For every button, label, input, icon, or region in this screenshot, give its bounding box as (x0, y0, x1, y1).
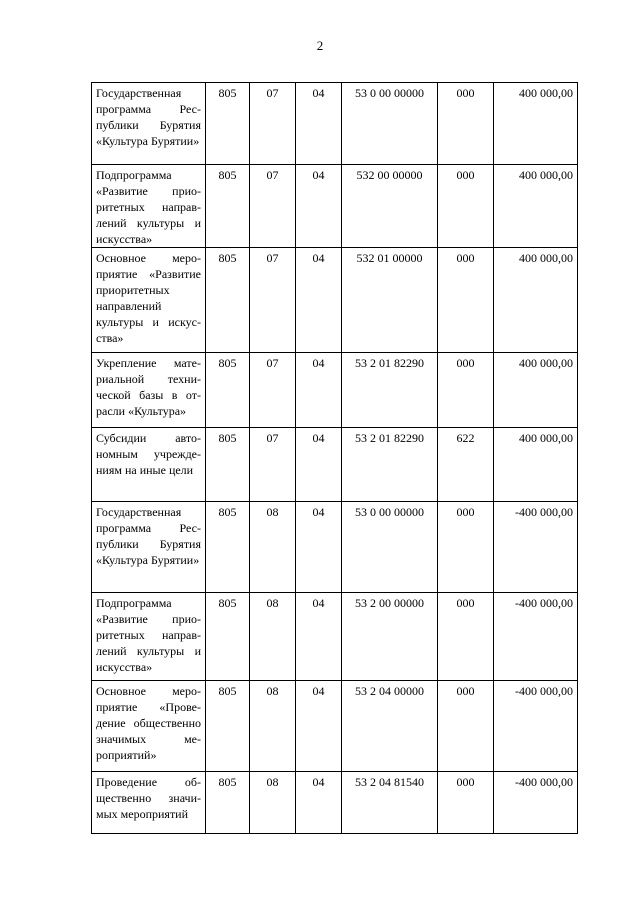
grbs-cell: 805 (206, 353, 250, 428)
row-name-cell: Подпрограмма «Развитие приоритетных направлений культуры и искусства» (92, 593, 206, 681)
table-row (92, 428, 578, 502)
section-cell: 07 (250, 248, 296, 353)
subsection-cell: 04 (296, 502, 342, 593)
row-name-cell: Основное мероприятие «Развитие приоритетных направлений культуры и искусства» (92, 248, 206, 353)
grbs-cell: 805 (206, 248, 250, 353)
row-name-cell: Государственная программа Республики Бурятия «Культура Бурятии» (92, 83, 206, 165)
grbs-cell: 805 (206, 165, 250, 248)
row-name-cell: Проведение общественно значимых мероприятий (92, 772, 206, 834)
subsection-cell: 04 (296, 428, 342, 502)
subsection-cell: 04 (296, 593, 342, 681)
row-name-cell: Государственная программа Республики Бурятия «Культура Бурятии» (92, 502, 206, 593)
row-name-cell: Укрепление материальной технической базы в отрасли «Культура» (92, 353, 206, 428)
page-number: 2 (316, 38, 324, 53)
target-article-cell: 53 2 04 00000 (342, 681, 438, 772)
table-row (92, 83, 578, 165)
subsection-cell: 04 (296, 83, 342, 165)
section-cell: 07 (250, 165, 296, 248)
amount-cell: 400 000,00 (494, 353, 578, 428)
section-cell: 07 (250, 428, 296, 502)
section-cell: 08 (250, 593, 296, 681)
section-cell: 08 (250, 502, 296, 593)
amount-cell: 400 000,00 (494, 165, 578, 248)
subsection-cell: 04 (296, 248, 342, 353)
expense-type-cell: 000 (438, 353, 494, 428)
table-row (92, 772, 578, 834)
table-row (92, 248, 578, 353)
amount-cell: -400 000,00 (494, 593, 578, 681)
grbs-cell: 805 (206, 593, 250, 681)
expense-type-cell: 000 (438, 681, 494, 772)
subsection-cell: 04 (296, 165, 342, 248)
expense-type-cell: 000 (438, 83, 494, 165)
grbs-cell: 805 (206, 502, 250, 593)
target-article-cell: 53 0 00 00000 (342, 83, 438, 165)
expense-type-cell: 000 (438, 165, 494, 248)
row-name-cell: Подпрограмма «Развитие приоритетных направлений культуры и искусства» (92, 165, 206, 248)
target-article-cell: 53 2 00 00000 (342, 593, 438, 681)
target-article-cell: 53 2 01 82290 (342, 353, 438, 428)
expense-type-cell: 622 (438, 428, 494, 502)
amount-cell: -400 000,00 (494, 772, 578, 834)
grbs-cell: 805 (206, 772, 250, 834)
section-cell: 07 (250, 83, 296, 165)
row-name-cell: Субсидии автономным учреждениям на иные цели (92, 428, 206, 502)
table-row (92, 165, 578, 248)
amount-cell: 400 000,00 (494, 248, 578, 353)
subsection-cell: 04 (296, 681, 342, 772)
expense-type-cell: 000 (438, 593, 494, 681)
grbs-cell: 805 (206, 83, 250, 165)
amount-cell: 400 000,00 (494, 428, 578, 502)
subsection-cell: 04 (296, 772, 342, 834)
target-article-cell: 53 2 04 81540 (342, 772, 438, 834)
target-article-cell: 532 01 00000 (342, 248, 438, 353)
table-row (92, 353, 578, 428)
expense-type-cell: 000 (438, 772, 494, 834)
target-article-cell: 53 0 00 00000 (342, 502, 438, 593)
table-row (92, 593, 578, 681)
grbs-cell: 805 (206, 428, 250, 502)
amount-cell: -400 000,00 (494, 502, 578, 593)
target-article-cell: 53 2 01 82290 (342, 428, 438, 502)
amount-cell: -400 000,00 (494, 681, 578, 772)
table-row (92, 502, 578, 593)
amount-cell: 400 000,00 (494, 83, 578, 165)
section-cell: 08 (250, 772, 296, 834)
section-cell: 08 (250, 681, 296, 772)
row-name-cell: Основное мероприятие «Проведение общественно значимых мероприятий» (92, 681, 206, 772)
expense-type-cell: 000 (438, 502, 494, 593)
target-article-cell: 532 00 00000 (342, 165, 438, 248)
grbs-cell: 805 (206, 681, 250, 772)
budget-table (91, 82, 578, 834)
section-cell: 07 (250, 353, 296, 428)
expense-type-cell: 000 (438, 248, 494, 353)
subsection-cell: 04 (296, 353, 342, 428)
table-row (92, 681, 578, 772)
